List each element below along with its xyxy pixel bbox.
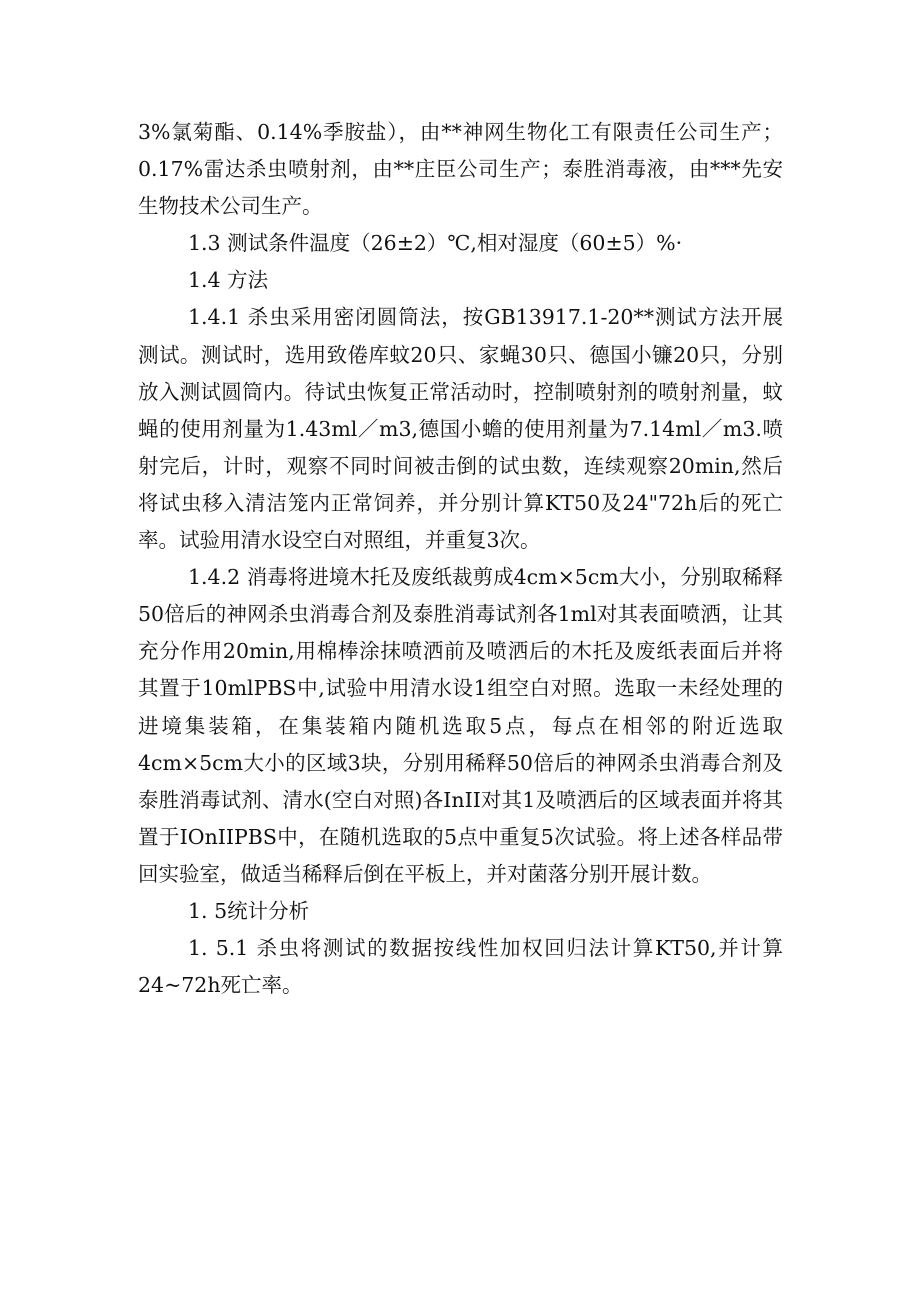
heading-statistical-analysis: 1. 5统计分析 [188, 898, 310, 923]
paragraph-disinfection-method: 1.4.2 消毒将进境木托及废纸裁剪成4cm×5cm大小，分别取稀释50倍后的神网杀虫消毒合剂及泰胜消毒试剂各1ml对其表面喷洒，让其充分作用20min,用棉棒涂抹喷洒前及喷洒后的木托及废纸表面后并将其置于10mlPBS中,试验中用清水设1组空白对照。选取一未经处理的进境集装箱，在集装箱内随机选取5点，每点在相邻的附近选取4cm×5cm大小的区域3块，分别用稀释50倍后的神网杀虫消毒合剂及泰胜消毒试剂、清水(空白对照)各InII对其1及喷洒后的区域表面并将其置于IOnIIPBS中，在随机选取的5点中重复5次试验。将上述各样品带回实验室，做适当稀释后倒在平板上，并对菌落分别开展计数。 [138, 565, 783, 886]
paragraph-insecticide-method: 1.4.1 杀虫采用密闭圆筒法，按GB13917.1-20**测试方法开展测试。测试时，选用致倦库蚊20只、家蝇30只、德国小镰20只，分别放入测试圆筒内。待试虫恢复正常活动时，控制喷射剂的喷射剂量，蚊蝇的使用剂量为1.43ml／m3,德国小蟾的使用剂量为7.14ml／m3.喷射完后，计时，观察不同时间被击倒的试虫数，连续观察20min,然后将试虫移入清洁笼内正常饲养，并分别计算KT50及24"72h后的死亡率。试验用清水设空白对照组，并重复3次。 [138, 305, 783, 553]
paragraph-materials-continued: 3%氯菊酯、0.14%季胺盐），由**神网生物化工有限责任公司生产；0.17%雷达杀虫喷射剂，由**庄臣公司生产；泰胜消毒液，由***先安生物技术公司生产。 [138, 120, 783, 219]
heading-methods: 1.4 方法 [188, 268, 269, 293]
document-page [138, 114, 783, 1004]
paragraph-test-conditions: 1.3 测试条件温度（26±2）℃,相对湿度（60±5）%· [188, 231, 683, 256]
paragraph-insecticide-statistics: 1. 5.1 杀虫将测试的数据按线性加权回归法计算KT50,并计算24~72h死亡率。 [138, 936, 783, 998]
